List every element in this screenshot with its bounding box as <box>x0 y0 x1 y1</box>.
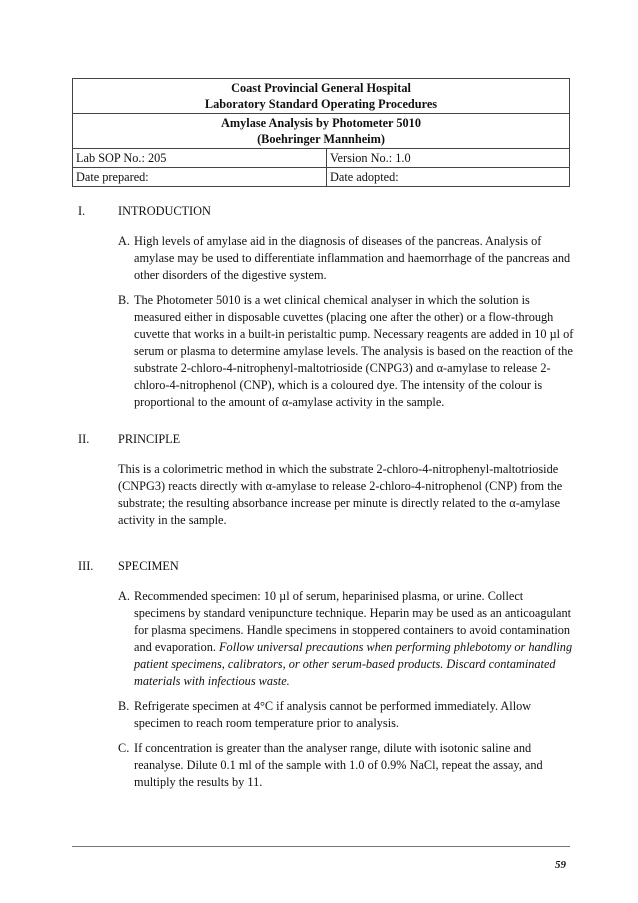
item-text: The Photometer 5010 is a wet clinical chemical analyser in which the solution is measured either in disposable cuvettes (placing one after the other) or a flow-through cuvette that works in a built-in peristaltic pump. Necessary reagents are added in 10 µl of serum or plasma to determine amylase levels. The analysis is based on the reaction of the substrate 2-chloro-4-nitrophenyl-maltotrioside (CNPG3) and α-amylase to release 2-chloro-4-nitrophenol (CNP), which is a coloured dye. The intensity of the colour is proportional to the amount of α-amylase activity in the sample. <box>134 293 574 409</box>
principle-text: This is a colorimetric method in which the substrate 2-chloro-4-nitrophenyl-maltotrioside (CNPG3) reacts directly with α-amylase to release 2-chloro-4-nitrophenol (CNP) from the substrate; the resulting absorbance increase per minute is directly related to the α-amylase activity in the sample. <box>118 462 563 527</box>
document-title-cell <box>73 114 570 149</box>
item-text <box>134 588 574 690</box>
section-number: III. <box>78 559 94 573</box>
item-label: A. <box>118 589 130 603</box>
document-subtitle: (Boehringer Mannheim) <box>257 132 385 146</box>
item-label: A. <box>118 234 130 248</box>
item-label: B. <box>118 293 130 307</box>
footer-divider <box>72 846 570 847</box>
date-prepared: Date prepared: <box>73 168 327 187</box>
item-text: Refrigerate specimen at 4°C if analysis cannot be performed immediately. Allow specimen to reach room temperature prior to analysis. <box>134 699 532 730</box>
section-title: PRINCIPLE <box>118 432 181 446</box>
sop-header-table <box>72 78 570 187</box>
item-text: High levels of amylase aid in the diagnosis of diseases of the pancreas. Analysis of amylase may be used to differentiate inflammation and haemorrhage of the pancreas and other disorders of the digestive system. <box>134 234 571 282</box>
section-title: INTRODUCTION <box>118 204 211 218</box>
hospital-header-cell <box>73 79 570 114</box>
sop-number: Lab SOP No.: 205 <box>73 149 327 168</box>
date-adopted: Date adopted: <box>327 168 570 187</box>
item-label: B. <box>118 699 130 713</box>
precautions-note: Follow universal precautions when performing phlebotomy or handling patient specimens, calibrators, or other serum-based products. Discard contaminated materials with infectious waste. <box>134 640 573 688</box>
item-text: If concentration is greater than the analyser range, dilute with isotonic saline and reanalyse. Dilute 0.1 ml of the sample with 1.0 of 0.9% NaCl, repeat the assay, and multiply the results by 11. <box>134 741 543 789</box>
hospital-name: Coast Provincial General Hospital <box>231 81 411 95</box>
section-number: I. <box>78 204 86 218</box>
specimen-a-text: Recommended specimen: 10 µl of serum, heparinised plasma, or urine. Collect specimens by standard venipuncture technique. Heparin may be used as an anticoagulant for plasma specimens. Handle specimens in stoppered containers to avoid contamination and evaporation. <box>134 589 572 654</box>
document-title: Amylase Analysis by Photometer 5010 <box>221 116 421 130</box>
item-label: C. <box>118 741 130 755</box>
lab-sop-heading: Laboratory Standard Operating Procedures <box>204 97 438 111</box>
section-title: SPECIMEN <box>118 559 179 573</box>
version-number: Version No.: 1.0 <box>327 149 570 168</box>
section-number: II. <box>78 432 90 446</box>
page-number: 59 <box>555 859 566 871</box>
